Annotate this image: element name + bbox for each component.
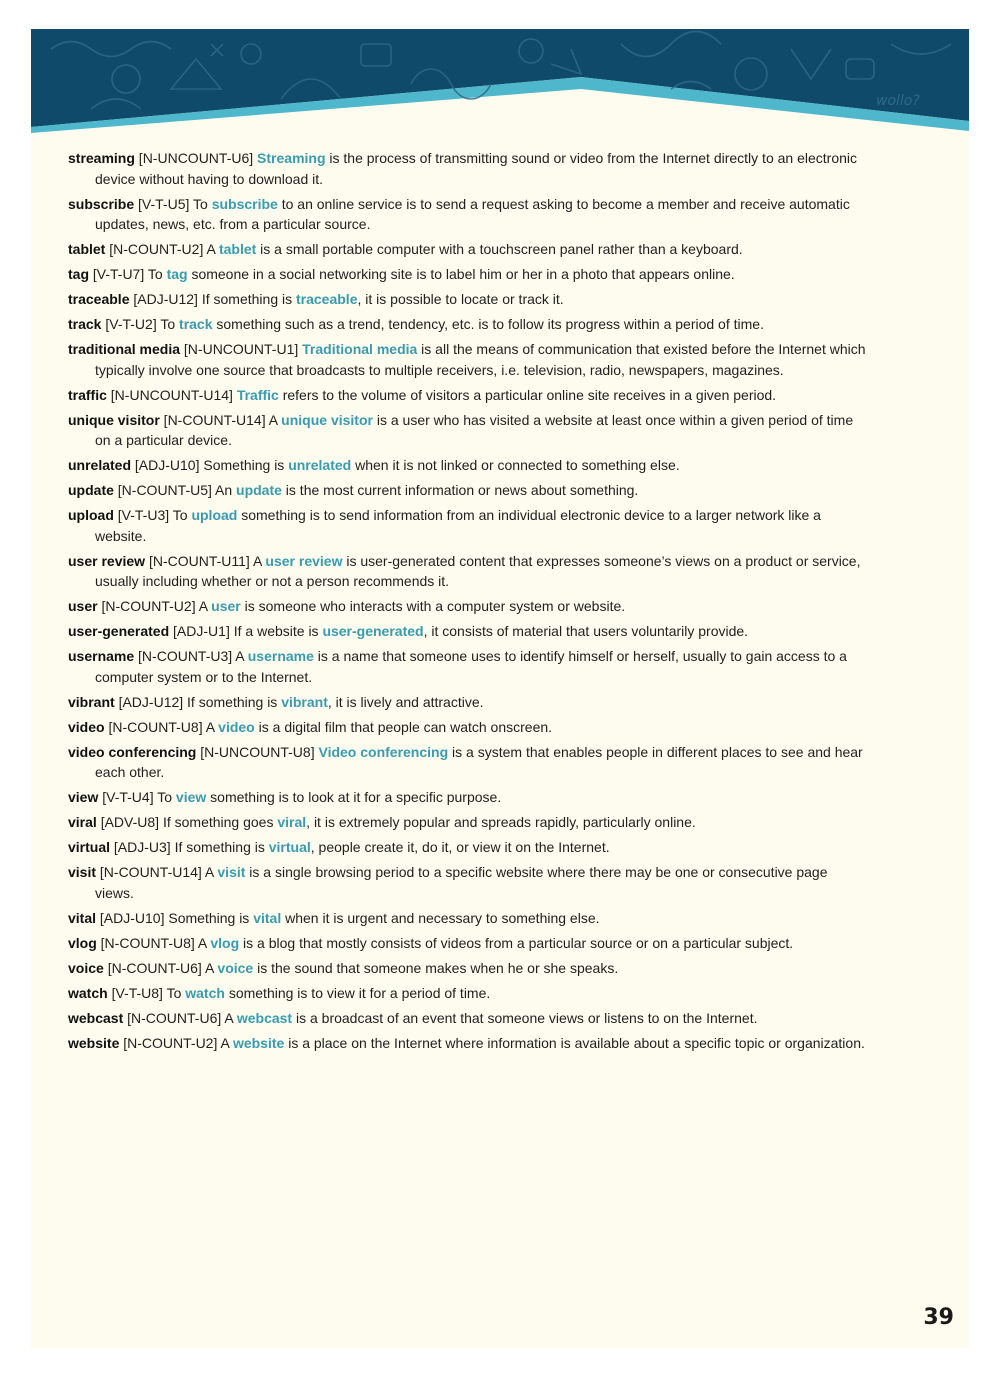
entry-keyword: vlog xyxy=(210,934,240,951)
entry-definition: to an online service is to send a request asking to become a member and receive automatic updates, news, etc. from a particular source. xyxy=(95,195,850,232)
entry-tag: [V-T-U8] xyxy=(107,984,167,1001)
entry-definition-start: If a website is xyxy=(233,623,323,639)
entry-term: traditional media xyxy=(68,341,181,357)
entry-term: view xyxy=(68,789,99,805)
doodle-pattern-banner xyxy=(31,29,969,139)
entry-term: tag xyxy=(68,266,89,282)
entry-keyword: unique visitor xyxy=(281,411,373,428)
glossary-entry xyxy=(68,983,868,1004)
entry-keyword: vital xyxy=(253,909,282,926)
entry-keyword: watch xyxy=(185,984,225,1001)
entry-tag: [V-T-U5] xyxy=(134,195,194,212)
entry-definition-start: A xyxy=(204,864,218,880)
entry-definition-start: To xyxy=(172,507,192,523)
entry-tag: [N-COUNT-U14] xyxy=(96,864,205,880)
glossary-entry xyxy=(68,1033,868,1054)
entry-definition-start: A xyxy=(268,411,282,428)
entry-tag: [N-UNCOUNT-U14] xyxy=(106,386,237,403)
entry-definition-start: Something is xyxy=(203,457,289,473)
entry-tag: [V-T-U4] xyxy=(98,789,158,805)
entry-keyword: unrelated xyxy=(288,457,352,473)
glossary-entry xyxy=(68,480,868,501)
glossary-entry xyxy=(68,289,868,310)
entry-definition-start: To xyxy=(166,984,186,1001)
entry-term: unrelated xyxy=(68,457,132,473)
entry-term: upload xyxy=(68,507,114,523)
entry-definition: something is to view it for a period of time. xyxy=(224,984,491,1001)
entry-definition-start: If something goes xyxy=(162,814,278,830)
entry-definition-start: A xyxy=(198,598,212,614)
entry-term: unique visitor xyxy=(68,411,160,428)
entry-keyword: tag xyxy=(166,266,188,282)
glossary-entry xyxy=(68,264,868,285)
entry-definition: is all the means of communication that existed before the Internet which typically involve one source that broadcasts to multiple receivers, i.e. television, radio, newspapers, magazines. xyxy=(95,341,866,378)
entry-keyword: track xyxy=(179,316,213,332)
entry-definition: is a broadcast of an event that someone views or listens to on the Internet. xyxy=(292,1009,758,1026)
entry-definition-start: A xyxy=(235,648,248,664)
entry-tag: [N-COUNT-U2] xyxy=(97,598,199,614)
glossary-entry xyxy=(68,551,868,592)
entry-term: vital xyxy=(68,909,97,926)
glossary-entry xyxy=(68,933,868,954)
entry-term: vibrant xyxy=(68,693,115,710)
entry-definition: is someone who interacts with a computer system or website. xyxy=(240,598,626,614)
entry-keyword: Traffic xyxy=(236,386,279,403)
entry-tag: [ADV-U8] xyxy=(96,814,163,830)
entry-term: track xyxy=(68,316,102,332)
entry-tag: [N-COUNT-U8] xyxy=(96,934,198,951)
entry-keyword: vibrant xyxy=(281,693,328,710)
glossary-entry xyxy=(68,505,868,546)
entry-tag: [N-COUNT-U3] xyxy=(134,648,236,664)
glossary-entry xyxy=(68,314,868,335)
entry-definition-start: A xyxy=(197,934,211,951)
glossary-entry xyxy=(68,621,868,642)
entry-tag: [N-UNCOUNT-U6] xyxy=(134,150,258,166)
entry-keyword: Traditional media xyxy=(302,341,418,357)
entry-tag: [N-COUNT-U8] xyxy=(104,718,206,735)
entry-tag: [N-COUNT-U2] xyxy=(119,1034,221,1051)
glossary-entry xyxy=(68,385,868,406)
entry-tag: [ADJ-U1] xyxy=(169,623,234,639)
entry-term: user xyxy=(68,598,98,614)
entry-keyword: user review xyxy=(265,552,343,569)
entry-keyword: video xyxy=(218,718,255,735)
entry-tag: [ADJ-U3] xyxy=(110,839,175,855)
glossary-entry xyxy=(68,596,868,617)
glossary-entry xyxy=(68,239,868,260)
glossary-entry xyxy=(68,455,868,476)
entry-term: user review xyxy=(68,552,146,569)
entry-keyword: voice xyxy=(217,959,254,976)
glossary-entry xyxy=(68,862,868,903)
entry-definition-start: To xyxy=(160,316,180,332)
entry-definition: , it is possible to locate or track it. xyxy=(357,291,564,307)
entry-keyword: view xyxy=(175,789,207,805)
entry-tag: [N-COUNT-U14] xyxy=(159,411,269,428)
glossary-entry xyxy=(68,194,868,235)
entry-keyword: Streaming xyxy=(257,150,326,166)
entry-definition: something is to look at it for a specific purpose. xyxy=(206,789,502,805)
entry-definition-start: Something is xyxy=(168,909,254,926)
entry-tag: [N-COUNT-U11] xyxy=(145,552,253,569)
page-number: 39 xyxy=(923,1305,954,1330)
glossary-entry xyxy=(68,717,868,738)
entry-tag: [ADJ-U12] xyxy=(114,693,188,710)
entry-term: traffic xyxy=(68,386,107,403)
glossary-entry xyxy=(68,1008,868,1029)
entry-definition-start: A xyxy=(206,241,219,257)
entry-definition: when it is urgent and necessary to something else. xyxy=(281,909,600,926)
entry-keyword: upload xyxy=(191,507,238,523)
entry-term: video conferencing xyxy=(68,743,197,760)
entry-definition: , it is lively and attractive. xyxy=(327,693,484,710)
glossary-entry xyxy=(68,958,868,979)
entry-definition: , it is extremely popular and spreads rapidly, particularly online. xyxy=(306,814,696,830)
entry-keyword: virtual xyxy=(268,839,311,855)
entry-definition: is a small portable computer with a touchscreen panel rather than a keyboard. xyxy=(256,241,743,257)
entry-definition-start: If something is xyxy=(174,839,269,855)
entry-term: streaming xyxy=(68,150,135,166)
entry-term: vlog xyxy=(68,934,97,951)
entry-definition: something such as a trend, tendency, etc. is to follow its progress within a period of time. xyxy=(212,316,764,332)
doodle-text: wollo? xyxy=(876,93,920,109)
entry-keyword: website xyxy=(232,1034,285,1051)
entry-definition-start: An xyxy=(215,482,237,498)
entry-term: virtual xyxy=(68,839,111,855)
glossary-entry xyxy=(68,410,868,451)
entry-keyword: tablet xyxy=(218,241,257,257)
entry-definition: someone in a social networking site is to label him or her in a photo that appears online. xyxy=(187,266,735,282)
entry-term: user-generated xyxy=(68,623,170,639)
glossary-entry xyxy=(68,148,868,189)
entry-definition: is the sound that someone makes when he or she speaks. xyxy=(253,959,619,976)
entry-definition-start: To xyxy=(147,266,167,282)
glossary-entry xyxy=(68,837,868,858)
entry-tag: [ADJ-U10] xyxy=(131,457,204,473)
glossary-list xyxy=(68,148,868,1058)
entry-tag: [N-COUNT-U6] xyxy=(123,1009,225,1026)
entry-definition-start: A xyxy=(220,1034,233,1051)
entry-definition: is a blog that mostly consists of videos from a particular source or on a particular subject. xyxy=(239,934,794,951)
entry-keyword: subscribe xyxy=(211,195,278,212)
glossary-entry xyxy=(68,646,868,687)
glossary-entry xyxy=(68,812,868,833)
entry-definition: is a digital film that people can watch onscreen. xyxy=(254,718,553,735)
entry-tag: [N-COUNT-U2] xyxy=(105,241,207,257)
entry-term: visit xyxy=(68,864,97,880)
entry-term: tablet xyxy=(68,241,106,257)
entry-definition: is a name that someone uses to identify himself or herself, usually to gain access to a computer system or to the Internet. xyxy=(95,648,847,685)
entry-term: viral xyxy=(68,814,97,830)
entry-keyword: Video conferencing xyxy=(318,743,449,760)
entry-term: subscribe xyxy=(68,195,135,212)
entry-tag: [N-COUNT-U6] xyxy=(103,959,205,976)
entry-definition-start: To xyxy=(193,195,212,212)
entry-tag: [ADJ-U12] xyxy=(129,291,202,307)
glossary-entry xyxy=(68,908,868,929)
entry-term: update xyxy=(68,482,114,498)
entry-tag: [ADJ-U10] xyxy=(96,909,169,926)
entry-term: watch xyxy=(68,984,108,1001)
entry-keyword: username xyxy=(247,648,314,664)
entry-definition-start: A xyxy=(205,718,219,735)
entry-definition: is user-generated content that expresses someone’s views on a product or service, usually including whether or not a person recommends it. xyxy=(95,552,861,589)
entry-keyword: webcast xyxy=(236,1009,293,1026)
entry-definition-start: If something is xyxy=(201,291,296,307)
entry-term: username xyxy=(68,648,135,664)
entry-keyword: user-generated xyxy=(322,623,424,639)
entry-definition: something is to send information from an individual electronic device to a larger network like a website. xyxy=(95,507,821,544)
entry-definition: is a user who has visited a website at least once within a given period of time on a particular device. xyxy=(95,411,854,448)
entry-definition: refers to the volume of visitors a particular online site receives in a given period. xyxy=(278,386,777,403)
entry-definition: is the most current information or news about something. xyxy=(281,482,639,498)
entry-definition: when it is not linked or connected to something else. xyxy=(351,457,680,473)
entry-definition: is a system that enables people in different places to see and hear each other. xyxy=(95,743,863,780)
entry-tag: [V-T-U2] xyxy=(101,316,161,332)
entry-term: traceable xyxy=(68,291,130,307)
entry-definition: , people create it, do it, or view it on the Internet. xyxy=(310,839,610,855)
entry-definition: is a place on the Internet where information is available about a specific topic or organization. xyxy=(284,1034,865,1051)
entry-definition-start: To xyxy=(157,789,176,805)
entry-keyword: update xyxy=(236,482,282,498)
entry-tag: [V-T-U3] xyxy=(113,507,173,523)
entry-keyword: user xyxy=(211,598,241,614)
entry-term: website xyxy=(68,1034,120,1051)
entry-definition: is a single browsing period to a specific website where there may be one or consecutive page views. xyxy=(95,864,828,901)
entry-term: video xyxy=(68,718,105,735)
entry-definition: is the process of transmitting sound or video from the Internet directly to an electronic device without having to download it. xyxy=(95,150,857,187)
glossary-entry xyxy=(68,787,868,808)
entry-tag: [N-UNCOUNT-U8] xyxy=(196,743,319,760)
entry-term: webcast xyxy=(68,1009,124,1026)
glossary-entry xyxy=(68,742,868,783)
glossary-entry xyxy=(68,692,868,713)
entry-keyword: viral xyxy=(277,814,307,830)
entry-term: voice xyxy=(68,959,104,976)
entry-definition-start: A xyxy=(204,959,218,976)
entry-tag: [N-UNCOUNT-U1] xyxy=(180,341,303,357)
entry-definition: , it consists of material that users voluntarily provide. xyxy=(423,623,749,639)
entry-definition-start: A xyxy=(224,1009,237,1026)
entry-keyword: visit xyxy=(217,864,246,880)
entry-keyword: traceable xyxy=(296,291,358,307)
entry-definition-start: If something is xyxy=(187,693,282,710)
entry-definition-start: A xyxy=(252,552,266,569)
entry-tag: [N-COUNT-U5] xyxy=(113,482,216,498)
entry-tag: [V-T-U7] xyxy=(89,266,148,282)
glossary-entry xyxy=(68,339,868,380)
